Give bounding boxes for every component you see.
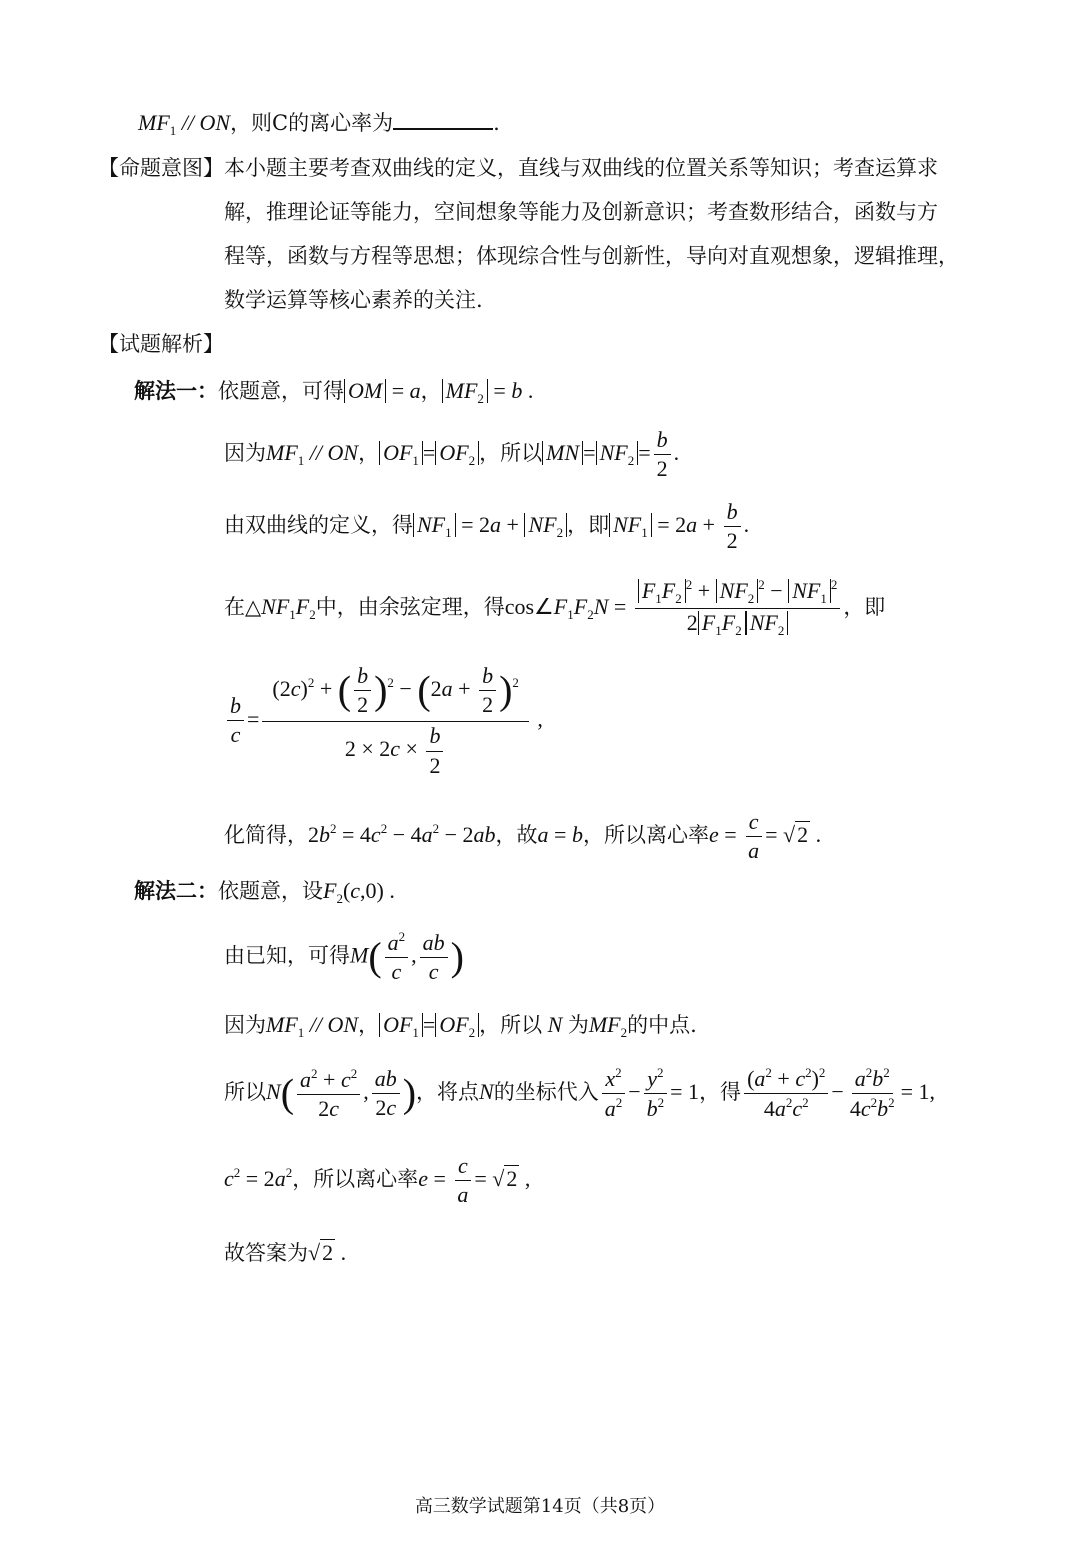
problem-tail-text: ，则C的离心率为 bbox=[230, 111, 394, 135]
method2-line3: 因为$MF_1$ // ON， $OF_1 = OF_2$ ，所以 N 为$MF_2$的中点. bbox=[224, 1012, 697, 1040]
method1-title: 解法一： bbox=[134, 378, 218, 403]
problem-tail-line: $MF_1$ // ON，则C的离心率为 . bbox=[138, 110, 500, 138]
analysis-title: 【试题解析】 bbox=[98, 332, 224, 356]
method1-line1: 解法一：依题意，可得 OM = a， $MF_2 = b$ . bbox=[134, 378, 534, 406]
method2-line5: $c^2 = 2a^2$，所以离心率e = $\frac{c}{a}$ = √2 , bbox=[224, 1153, 531, 1208]
method1-line6: 化简得，$2b^2 = 4c^2 - 4a^2 - 2ab$，故a = b，所以离心率e = $\frac{c}{a}$ = √2 . bbox=[224, 809, 822, 864]
method1-line4: 在$\triangle NF_1F_2$中，由余弦定理，得$\cos\angle F_1F_2N$ = $\frac{F_1F_2^2 + NF_2^2 - NF_1^2}{2 F_1F_2 NF_2}$ ，即 bbox=[224, 577, 886, 639]
method1-line2: 因为$MF_1$ // ON， $OF_1 = OF_2$ ，所以 MN = $NF_2$ = $\frac{b}{2}$ . bbox=[224, 427, 680, 482]
method1-line5: $\frac{b}{c}$ = $(2c)^2$ + ( $\frac{b}{2}$ )$^2$ − (2a + $\frac{b}{2}$ )$^2$ 2 × 2c × $\frac{b}{2}$ , bbox=[224, 664, 543, 778]
method2-line2: 由已知，可得M( $\frac{a^2}{c}$ , $\frac{ab}{c}$ ) bbox=[224, 929, 464, 985]
answer-blank bbox=[393, 110, 493, 130]
method1-line3: 由双曲线的定义，得 $NF_1 = 2a + NF_2$ ，即 $NF_1 = 2a$ + $\frac{b}{2}$ . bbox=[224, 499, 750, 554]
method2-line1: 解法二：依题意，设$F_2(c,0)$ . bbox=[134, 878, 395, 906]
method2-title: 解法二： bbox=[134, 878, 218, 903]
intent-line-1: 本小题主要考查双曲线的定义，直线与双曲线的位置关系等知识；考查运算求 bbox=[224, 156, 938, 180]
final-answer-line: 故答案为√2 . bbox=[224, 1240, 347, 1265]
method2-line4: 所以N( $\frac{a^2 + c^2}{2c}$ , $\frac{ab}{2c}$ )，将点N的坐标代入 $\frac{x^2}{a^2}$ − $\frac{y^2}{b^2}$ = 1，得 $\frac{(a^2 + c^2)^2}{4a^2c^2}$ − $\frac{a^2b^2}{4c^2b^2}$ = 1, bbox=[224, 1065, 936, 1122]
page-footer: 高三数学试题第14页（共8页） bbox=[414, 1496, 666, 1517]
intent-line-4: 数学运算等核心素养的关注. bbox=[224, 288, 483, 312]
intent-title: 【命题意图】 bbox=[98, 156, 224, 180]
intent-line-3: 程等，函数与方程等思想；体现综合性与创新性，导向对直观想象，逻辑推理， bbox=[224, 244, 959, 268]
intent-line-2: 解，推理论证等能力，空间想象等能力及创新意识；考查数形结合，函数与方 bbox=[224, 200, 938, 224]
